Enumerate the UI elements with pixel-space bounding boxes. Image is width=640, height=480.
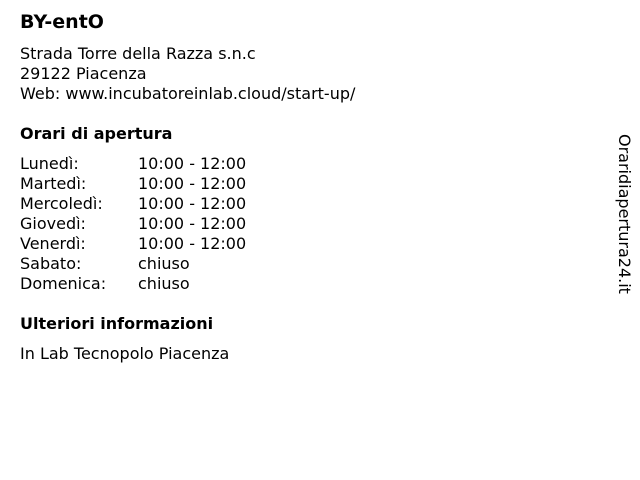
day-label: Lunedì: (20, 154, 79, 173)
hours-row (20, 194, 246, 214)
hours-row (20, 254, 246, 274)
side-brand-watermark: Oraridiapertura24.it (615, 134, 634, 294)
day-label: Mercoledì: (20, 194, 103, 213)
hours-row (20, 234, 246, 254)
day-label: Martedì: (20, 174, 87, 193)
time-value: 10:00 - 12:00 (138, 234, 247, 253)
business-name: BY-entO (20, 11, 104, 33)
day-label: Venerdì: (20, 234, 86, 253)
street-address: Strada Torre della Razza s.n.c (20, 44, 256, 63)
time-value: chiuso (138, 274, 190, 293)
city-line: 29122 Piacenza (20, 64, 147, 83)
hours-row (20, 154, 246, 174)
time-value: 10:00 - 12:00 (138, 194, 247, 213)
hours-row (20, 174, 246, 194)
business-address (20, 44, 355, 104)
website-line: Web: www.incubatoreinlab.cloud/start-up/ (20, 84, 356, 103)
hours-row (20, 274, 246, 294)
day-label: Giovedì: (20, 214, 86, 233)
opening-hours-title: Orari di apertura (20, 124, 173, 143)
time-value: chiuso (138, 254, 190, 273)
additional-info-title: Ulteriori informazioni (20, 314, 214, 333)
opening-hours-table (20, 154, 246, 294)
time-value: 10:00 - 12:00 (138, 174, 247, 193)
day-label: Sabato: (20, 254, 82, 273)
time-value: 10:00 - 12:00 (138, 154, 247, 173)
day-label: Domenica: (20, 274, 107, 293)
time-value: 10:00 - 12:00 (138, 214, 247, 233)
hours-row (20, 214, 246, 234)
additional-info-text: In Lab Tecnopolo Piacenza (20, 344, 230, 363)
